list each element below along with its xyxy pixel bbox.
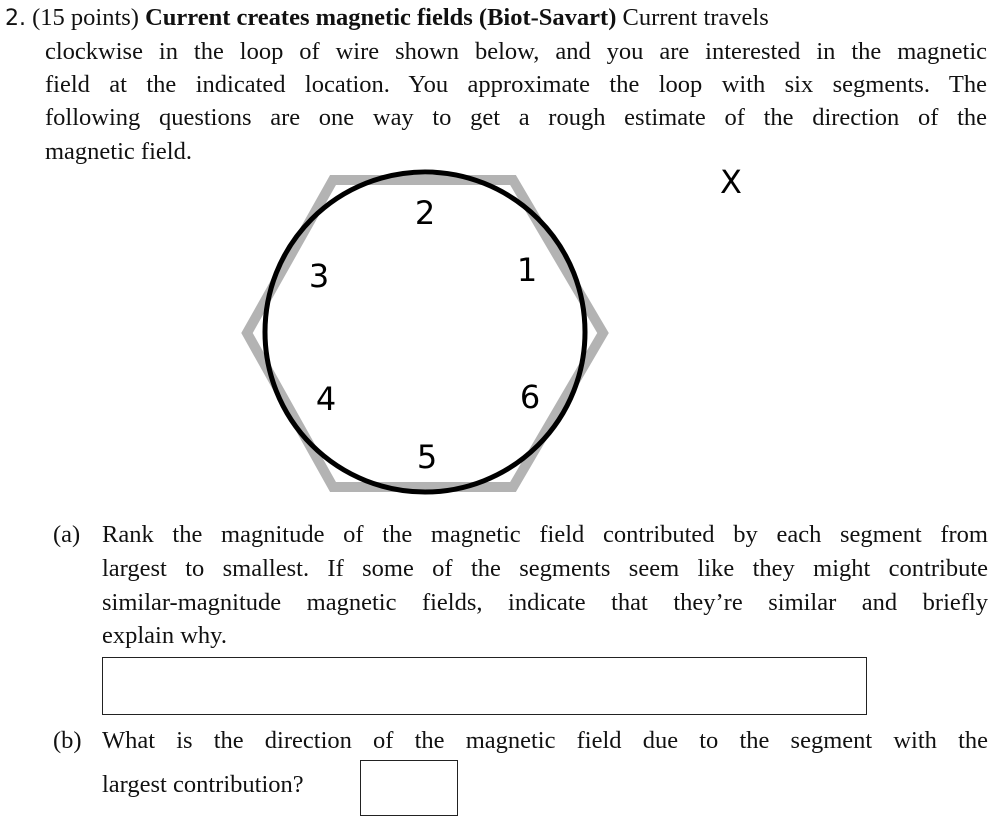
question-points: (15 points)	[32, 4, 139, 31]
part-a-line: Rank the magnitude of the magnetic field contributed by each segment from	[102, 521, 988, 548]
part-a-line: largest to smallest. If some of the segments seem like they might contribute	[102, 555, 988, 582]
segment-label-2: 2	[414, 194, 436, 232]
segment-label-4: 4	[315, 380, 337, 418]
part-b-label: (b)	[53, 727, 82, 754]
part-b-line: largest contribution?	[102, 771, 304, 798]
intro-line: field at the indicated location. You approximate the loop with six segments. The	[45, 71, 987, 98]
segment-label-3: 3	[308, 257, 330, 295]
intro-line: Current travels	[622, 4, 769, 31]
segment-label-6: 6	[519, 378, 541, 416]
segment-label-1: 1	[516, 251, 538, 289]
part-a-answer-box[interactable]	[102, 657, 867, 715]
part-a-label: (a)	[53, 521, 81, 548]
intro-line: magnetic field.	[45, 138, 192, 165]
part-b-line: What is the direction of the magnetic field due to the segment with the	[102, 727, 988, 754]
intro-line: clockwise in the loop of wire shown below, and you are interested in the magnetic	[45, 38, 987, 65]
segment-label-5: 5	[416, 438, 438, 476]
question-title: Current creates magnetic fields (Biot-Savart)	[145, 4, 617, 31]
intro-line: following questions are one way to get a rough estimate of the direction of the	[45, 104, 987, 131]
part-a-line: explain why.	[102, 622, 227, 649]
location-marker: X	[720, 163, 742, 201]
part-a-line: similar-magnitude magnetic fields, indicate that they’re similar and briefly	[102, 589, 988, 616]
question-number: 2.	[5, 6, 26, 31]
part-b-answer-box[interactable]	[360, 760, 458, 816]
